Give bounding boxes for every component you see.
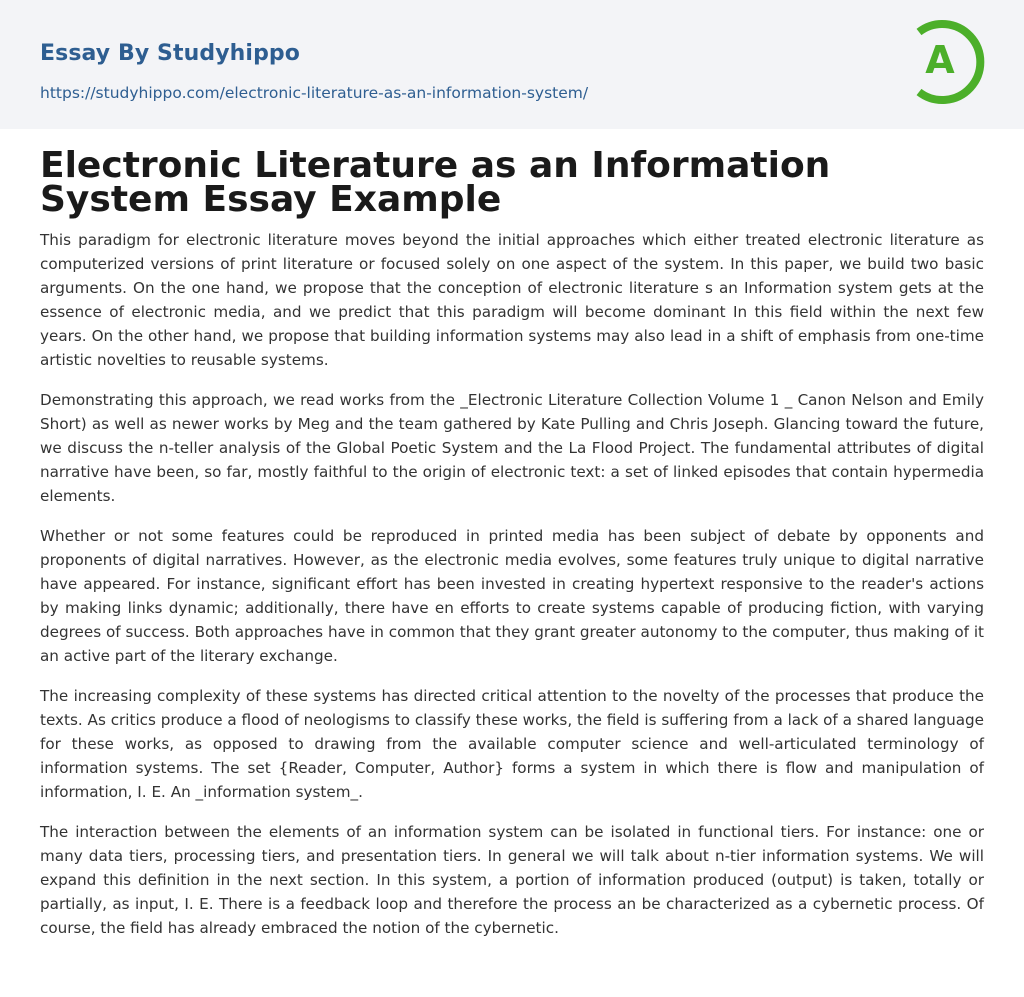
paragraph: The increasing complexity of these systems has directed critical attention to the novelty of the processes that produce the texts. As critics produce a flood of neologisms to classify these works, the field is suffering from a lack of a shared language for these works, as opposed to drawing from the available computer science and well-articulated terminology of information systems. The set {Reader, Computer, Author} forms a system in which there is flow and manipulation of information, I. E. An _information system_. xyxy=(40,687,984,801)
logo-letter: A xyxy=(925,38,955,82)
page-title: Electronic Literature as an Information System Essay Example xyxy=(40,145,831,220)
site-header xyxy=(0,0,1024,129)
site-brand[interactable]: Essay By Studyhippo xyxy=(40,41,300,66)
studyhippo-logo[interactable] xyxy=(905,14,993,112)
article-body xyxy=(40,228,984,956)
paragraph: The interaction between the elements of an information system can be isolated in functional tiers. For instance: one or many data tiers, processing tiers, and presentation tiers. In general we will talk about n-tier information systems. We will expand this definition in the next section. In this system, a portion of information produced (output) is taken, totally or partially, as input, I. E. There is a feedback loop and therefore the process an be characterized as a cybernetic process. Of course, the field has already embraced the notion of the cybernetic. xyxy=(40,823,984,937)
paragraph: This paradigm for electronic literature moves beyond the initial approaches which either treated electronic literature as computerized versions of print literature or focused solely on one aspect of the system. In this paper, we build two basic arguments. On the one hand, we propose that the conception of electronic literature s an Information system gets at the essence of electronic media, and we predict that this paradigm will become dominant In this field within the next few years. On the other hand, we propose that building information systems may also lead in a shift of emphasis from one-time artistic novelties to reusable systems. xyxy=(40,231,984,369)
paragraph: Whether or not some features could be reproduced in printed media has been subject of debate by opponents and proponents of digital narratives. However, as the electronic media evolves, some features truly unique to digital narrative have appeared. For instance, significant effort has been invested in creating hypertext responsive to the reader's actions by making links dynamic; additionally, there have en efforts to create systems capable of producing fiction, with varying degrees of success. Both approaches have in common that they grant greater autonomy to the computer, thus making of it an active part of the literary exchange. xyxy=(40,527,984,665)
article-url-link[interactable]: https://studyhippo.com/electronic-literature-as-an-information-system/ xyxy=(40,84,589,102)
paragraph: Demonstrating this approach, we read works from the _Electronic Literature Collection Volume 1 _ Canon Nelson and Emily Short) as well as newer works by Meg and the team gathered by Kate Pulling and Chris Joseph. Glancing toward the future, we discuss the n-teller analysis of the Global Poetic System and the La Flood Project. The fundamental attributes of digital narrative have been, so far, mostly faithful to the origin of electronic text: a set of linked episodes that contain hypermedia elements. xyxy=(40,391,984,505)
